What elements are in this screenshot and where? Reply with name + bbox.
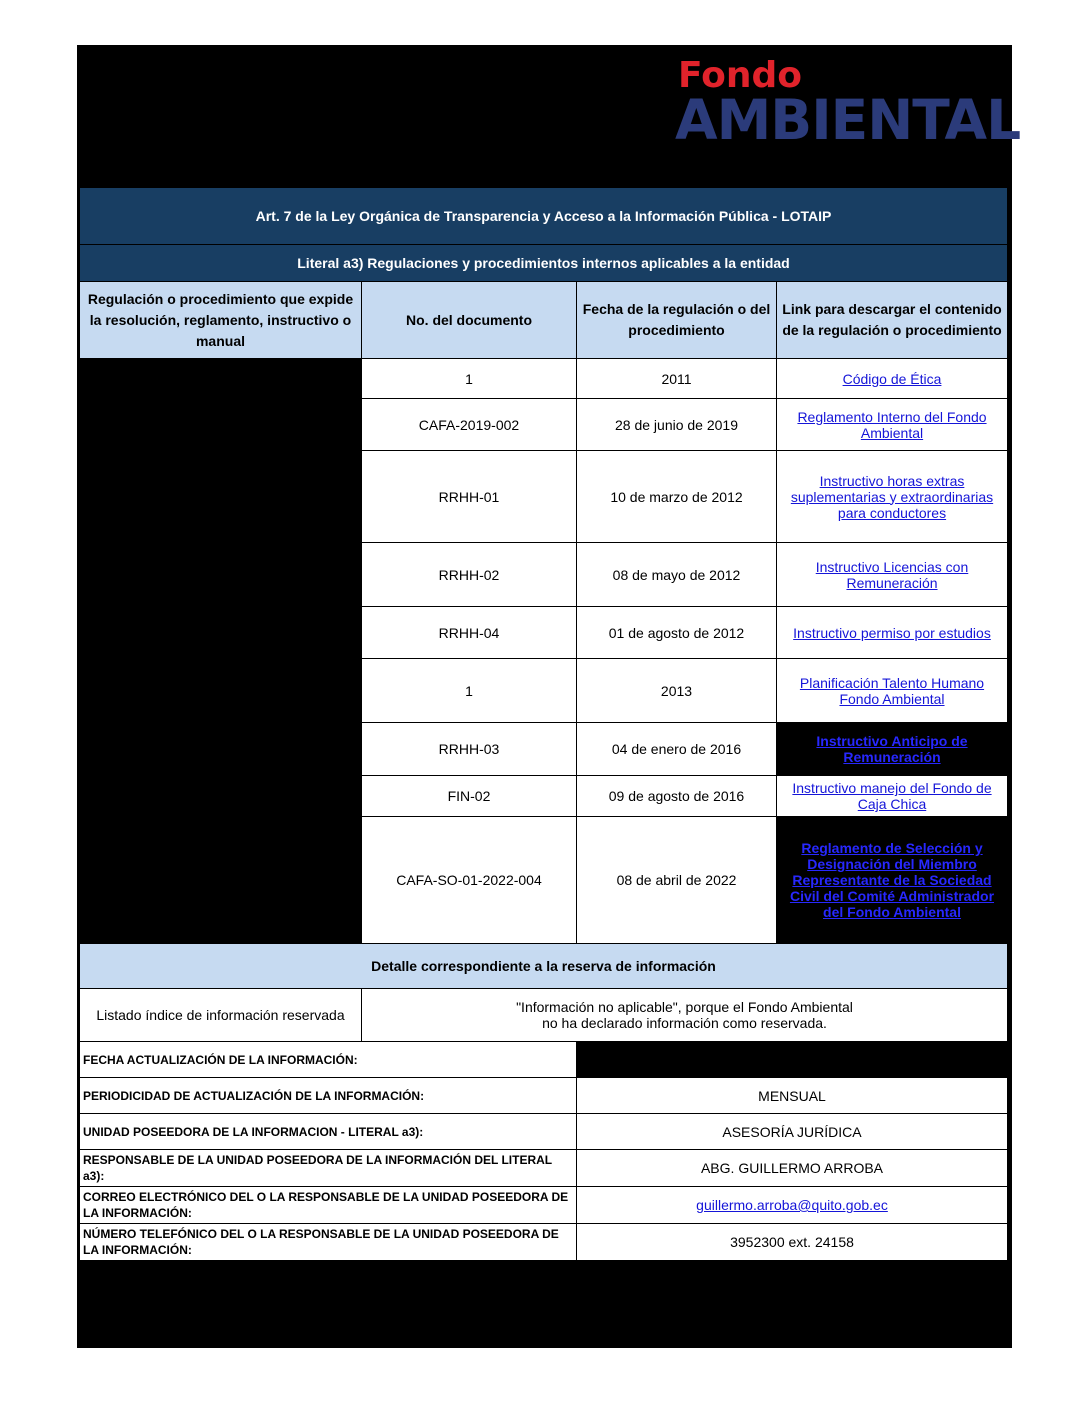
responsable-value: ABG. GUILLERMO ARROBA bbox=[577, 1150, 1008, 1187]
header-link: Link para descargar el contenido de la regulación o procedimiento bbox=[777, 282, 1008, 359]
doc-date: 28 de junio de 2019 bbox=[577, 399, 777, 451]
table-row bbox=[80, 359, 1008, 399]
doc-link[interactable]: Código de Ética bbox=[842, 370, 942, 387]
doc-link-cell bbox=[777, 659, 1008, 723]
doc-number: 1 bbox=[362, 659, 577, 723]
logo-line-fondo: Fondo bbox=[678, 55, 802, 96]
doc-link[interactable]: Instructivo permiso por estudios bbox=[793, 624, 991, 641]
doc-link[interactable]: Instructivo horas extras suplementarias y extraordinarias para conductores bbox=[790, 472, 994, 521]
doc-link[interactable]: Instructivo manejo del Fondo de Caja Chica bbox=[792, 780, 992, 812]
header-regulacion: Regulación o procedimiento que expide la resolución, reglamento, instructivo o manual bbox=[80, 282, 362, 359]
reserva-text bbox=[362, 989, 1008, 1042]
doc-number: CAFA-SO-01-2022-004 bbox=[362, 817, 577, 944]
info-row bbox=[80, 1114, 1008, 1150]
fecha-actualizacion-value-redacted bbox=[577, 1042, 1008, 1078]
doc-date: 09 de agosto de 2016 bbox=[577, 776, 777, 817]
correo-value-cell bbox=[577, 1187, 1008, 1224]
reserva-header: Detalle correspondiente a la reserva de información bbox=[80, 944, 1008, 989]
doc-link-cell bbox=[777, 607, 1008, 659]
doc-number: 1 bbox=[362, 359, 577, 399]
subtitle-row bbox=[80, 245, 1008, 282]
doc-number: RRHH-03 bbox=[362, 723, 577, 776]
periodicidad-value: MENSUAL bbox=[577, 1078, 1008, 1114]
page-subtitle: Literal a3) Regulaciones y procedimientos internos aplicables a la entidad bbox=[80, 245, 1008, 282]
doc-link[interactable]: Instructivo Licencias con Remuneración bbox=[815, 558, 969, 591]
info-row bbox=[80, 1150, 1008, 1187]
regulacion-cell-redacted bbox=[80, 359, 362, 944]
info-row bbox=[80, 1224, 1008, 1261]
info-row bbox=[80, 1078, 1008, 1114]
doc-number: RRHH-01 bbox=[362, 451, 577, 543]
doc-number: CAFA-2019-002 bbox=[362, 399, 577, 451]
unidad-label: UNIDAD POSEEDORA DE LA INFORMACION - LITERAL a3): bbox=[80, 1114, 577, 1150]
info-row bbox=[80, 1042, 1008, 1078]
title-row bbox=[80, 188, 1008, 245]
correo-label: CORREO ELECTRÓNICO DEL O LA RESPONSABLE DE LA UNIDAD POSEEDORA DE LA INFORMACIÓN: bbox=[80, 1187, 577, 1224]
reserva-text-line2: no ha declarado información como reservada. bbox=[542, 1015, 827, 1031]
header-numero: No. del documento bbox=[362, 282, 577, 359]
doc-date: 2013 bbox=[577, 659, 777, 723]
doc-link-cell bbox=[777, 399, 1008, 451]
lotaip-table bbox=[79, 187, 1008, 1261]
header-fecha: Fecha de la regulación o del procedimiento bbox=[577, 282, 777, 359]
fecha-actualizacion-label: FECHA ACTUALIZACIÓN DE LA INFORMACIÓN: bbox=[80, 1042, 577, 1078]
reserva-text-line1: "Información no aplicable", porque el Fondo Ambiental bbox=[516, 999, 853, 1015]
reserva-row bbox=[80, 989, 1008, 1042]
doc-date: 10 de marzo de 2012 bbox=[577, 451, 777, 543]
doc-link-cell bbox=[777, 451, 1008, 543]
column-header-row bbox=[80, 282, 1008, 359]
reserva-header-row bbox=[80, 944, 1008, 989]
fondo-ambiental-logo bbox=[675, 55, 1021, 156]
doc-link-cell bbox=[777, 817, 1008, 944]
reserva-label: Listado índice de información reservada bbox=[80, 989, 362, 1042]
doc-link[interactable]: Reglamento de Selección y Designación del Miembro Representante de la Sociedad Civil del Comité Administrador del Fondo Ambiental bbox=[789, 840, 995, 920]
correo-link[interactable]: guillermo.arroba@quito.gob.ec bbox=[696, 1197, 888, 1213]
doc-number: RRHH-02 bbox=[362, 543, 577, 607]
doc-date: 2011 bbox=[577, 359, 777, 399]
doc-link-cell bbox=[777, 543, 1008, 607]
doc-date: 01 de agosto de 2012 bbox=[577, 607, 777, 659]
doc-link[interactable]: Instructivo Anticipo de Remuneración bbox=[816, 733, 968, 765]
doc-link[interactable]: Planificación Talento Humano Fondo Ambiental bbox=[799, 674, 985, 707]
doc-link[interactable]: Reglamento Interno del Fondo Ambiental bbox=[797, 408, 987, 441]
doc-link-cell bbox=[777, 776, 1008, 817]
telefono-value: 3952300 ext. 24158 bbox=[577, 1224, 1008, 1261]
doc-date: 08 de mayo de 2012 bbox=[577, 543, 777, 607]
doc-link-cell bbox=[777, 723, 1008, 776]
doc-number: RRHH-04 bbox=[362, 607, 577, 659]
doc-date: 04 de enero de 2016 bbox=[577, 723, 777, 776]
logo-line-ambiental: AMBIENTAL bbox=[675, 88, 1021, 152]
page-title: Art. 7 de la Ley Orgánica de Transparencia y Acceso a la Información Pública - LOTAIP bbox=[80, 188, 1008, 245]
doc-number: FIN-02 bbox=[362, 776, 577, 817]
doc-date: 08 de abril de 2022 bbox=[577, 817, 777, 944]
telefono-label: NÚMERO TELEFÓNICO DEL O LA RESPONSABLE DE LA UNIDAD POSEEDORA DE LA INFORMACIÓN: bbox=[80, 1224, 577, 1261]
periodicidad-label: PERIODICIDAD DE ACTUALIZACIÓN DE LA INFORMACIÓN: bbox=[80, 1078, 577, 1114]
doc-link-cell bbox=[777, 359, 1008, 399]
responsable-label: RESPONSABLE DE LA UNIDAD POSEEDORA DE LA INFORMACIÓN DEL LITERAL a3): bbox=[80, 1150, 577, 1187]
info-row bbox=[80, 1187, 1008, 1224]
unidad-value: ASESORÍA JURÍDICA bbox=[577, 1114, 1008, 1150]
